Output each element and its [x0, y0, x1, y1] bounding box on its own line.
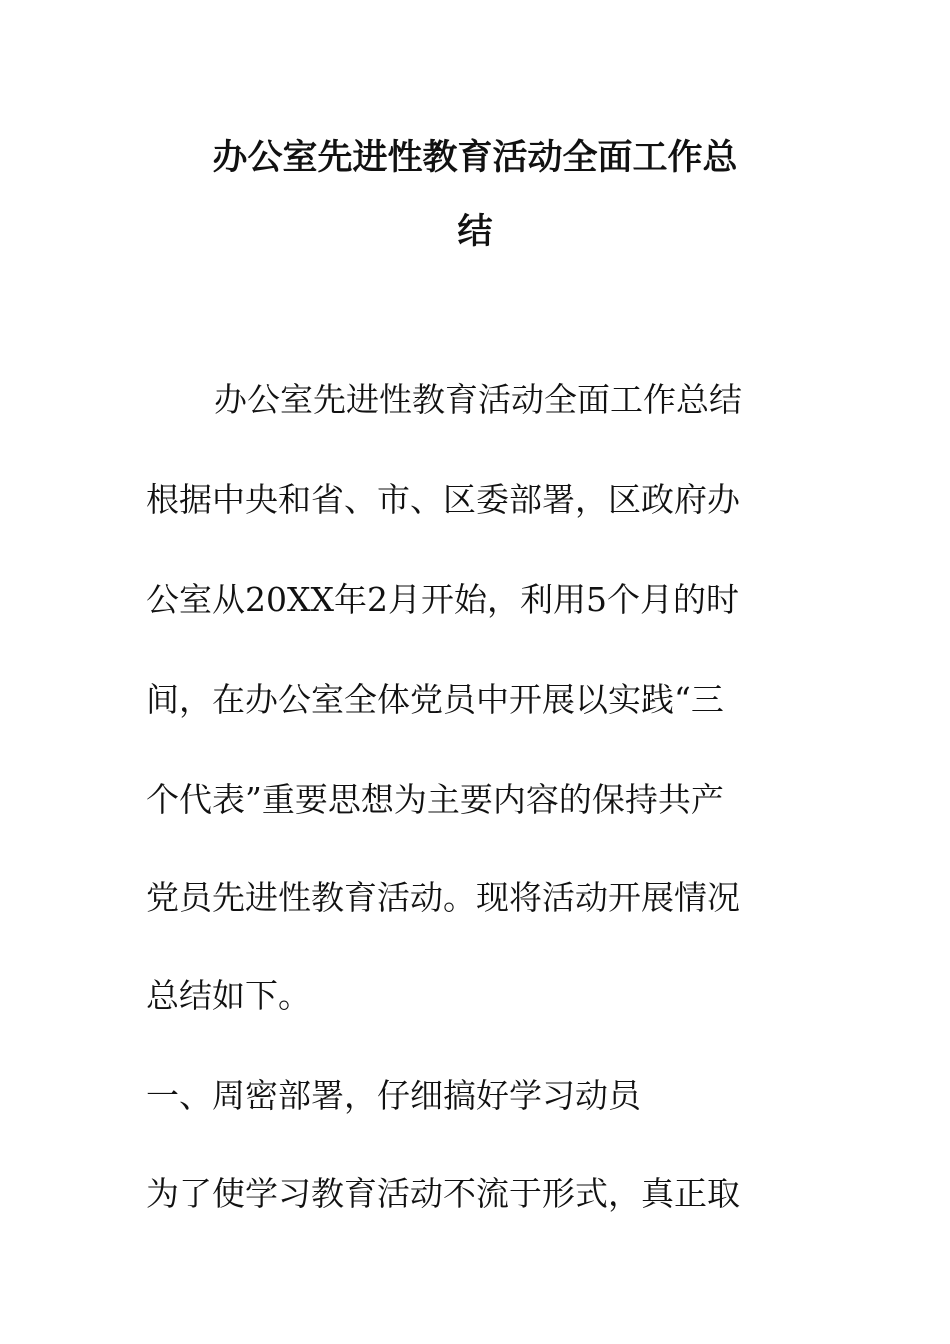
document-title-line-1: 办公室先进性教育活动全面工作总 — [212, 138, 738, 178]
paragraph-line-3: 公室从20XX年2月开始，利用5个月的时 — [146, 580, 739, 619]
section-heading-1: 一、周密部署，仔细搞好学习动员 — [146, 1076, 641, 1115]
paragraph-line-5: 个代表”重要思想为主要内容的保持共产 — [146, 780, 724, 819]
paragraph-line-7: 总结如下。 — [146, 976, 311, 1015]
paragraph-line-2: 根据中央和省、市、区委部署，区政府办 — [146, 480, 740, 519]
paragraph-line-6: 党员先进性教育活动。现将活动开展情况 — [146, 878, 740, 917]
document-title-line-2: 结 — [457, 212, 493, 252]
paragraph-line-4: 间，在办公室全体党员中开展以实践“三 — [146, 680, 724, 719]
paragraph-line-1: 办公室先进性教育活动全面工作总结 — [214, 380, 742, 419]
paragraph-line-9: 为了使学习教育活动不流于形式，真正取 — [146, 1174, 740, 1213]
